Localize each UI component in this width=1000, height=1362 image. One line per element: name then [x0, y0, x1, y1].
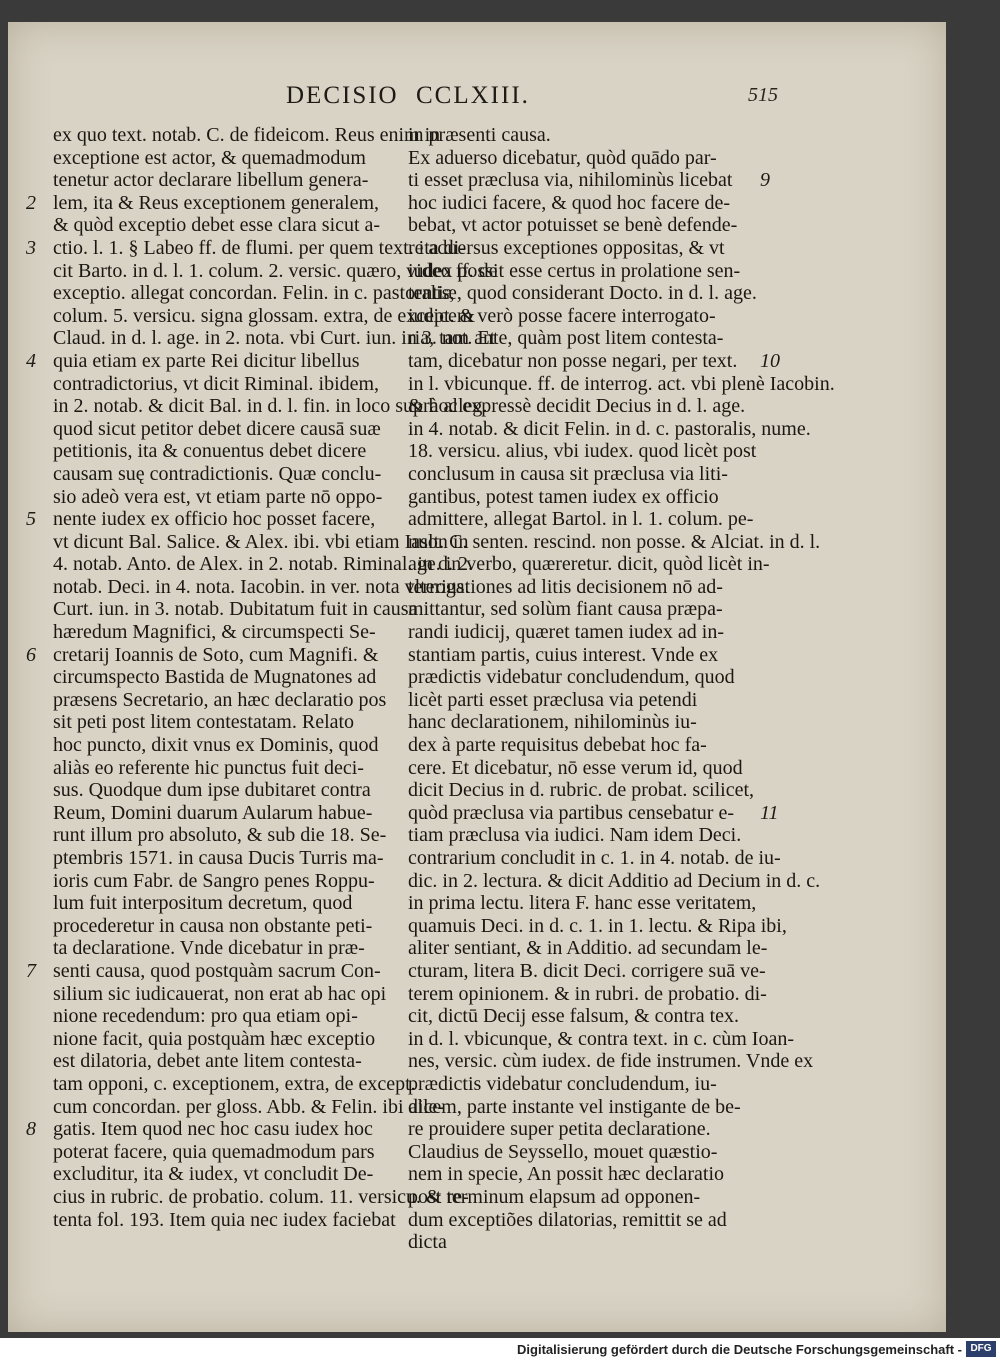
text-line: Claudius de Seyssello, mouet quæstio- [408, 1140, 718, 1163]
text-line: quamuis Deci. in d. c. 1. in 1. lectu. & Ripa ibi, [408, 914, 787, 937]
text-line: runt illum pro absoluto, & sub die 18. Se- [53, 824, 387, 847]
margin-number: 3 [26, 237, 36, 259]
text-line: gatis. Item quod nec hoc casu iudex hoc [53, 1118, 373, 1141]
text-line: nente iudex ex officio hoc posset facere, [53, 508, 376, 531]
text-line: colum. 5. versicu. signa glossam. extra, de except. & [53, 304, 476, 327]
text-line: dex à parte requisitus debebat hoc fa- [408, 734, 707, 757]
text-line: Reum, Domini duarum Aularum habue- [53, 801, 373, 824]
dfg-logo: DFG [966, 1341, 996, 1357]
text-line: contrarium concludit in c. 1. in 4. notab. de iu- [408, 847, 781, 869]
running-title-right: CCLXIII. [416, 82, 530, 109]
text-line: poterat facere, quia quemadmodum pars [53, 1140, 375, 1163]
text-line: quia etiam ex parte Rei dicitur libellus [53, 349, 360, 372]
text-line: ex quo text. notab. C. de fideicom. Reus enim in [53, 124, 441, 146]
text-line: petitionis, ita & conuentus debet dicere [53, 440, 367, 463]
text-line: in l. vbicunque. ff. de interrog. act. vbi plenè Iacobin. [408, 372, 835, 395]
margin-number: 4 [26, 350, 36, 372]
text-line: bebat, vt actor potuisset se benè defende- [408, 214, 738, 237]
text-line: cere. Et dicebatur, nō esse verum id, quod [408, 756, 743, 779]
text-line: in 4. notab. & dicit Felin. in d. c. pastoralis, nume. [408, 417, 811, 440]
text-line: hæredum Magnifici, & circumspecti Se- [53, 621, 376, 644]
text-line: tam, dicebatur non posse negari, per text. [408, 349, 738, 372]
text-line: & hoc expressè decidit Decius in d. l. age. [408, 395, 746, 418]
text-line: aliàs eo referente hic punctus fuit deci- [53, 756, 364, 779]
text-line: notab. Deci. in 4. nota. Iacobin. in ver. nota vlterius. [53, 575, 470, 598]
text-line: sus. Quodque dum ipse dubitaret contra [53, 779, 371, 802]
text-line: Curt. iun. in 3. notab. Dubitatum fuit in causa [53, 598, 418, 621]
text-line: silium sic iudicauerat, non erat ab hac opi [53, 982, 387, 1005]
text-line: cit, dictū Decij esse falsum, & contra tex. [408, 1005, 740, 1028]
text-line: hoc iudici facere, & quod hoc facere de- [408, 191, 731, 214]
margin-number: 6 [26, 643, 36, 666]
text-line: admittere, allegat Bartol. in l. 1. colum. pe- [408, 508, 754, 531]
text-line: terrogationes ad litis decisionem nō ad- [408, 575, 723, 598]
text-line: in præsenti causa. [408, 124, 551, 146]
text-line: vt dicunt Bal. Salice. & Alex. ibi. vbi etiam Iason in [53, 530, 469, 553]
text-line: gantibus, potest tamen iudex ex officio [408, 485, 719, 508]
text-line: in prima lectu. litera F. hanc esse veritatem, [408, 892, 757, 915]
text-line: præsens Secretario, an hæc declaratio pos [53, 688, 387, 711]
text-line: & quòd exceptio debet esse clara sicut a- [53, 214, 381, 237]
margin-number: 11 [760, 802, 779, 824]
text-line: stantiam partis, cuius interest. Vnde ex [408, 643, 719, 666]
margin-number: 5 [26, 508, 36, 531]
text-line: senti causa, quod postquàm sacrum Con- [53, 959, 381, 982]
text-line: quod sicut petitor debet dicere causā suæ [53, 417, 381, 440]
text-line: tenetur actor declarare libellum genera- [53, 169, 369, 192]
text-line: randi iudicij, quæret tamen iudex ad in- [408, 621, 725, 644]
text-line: mittantur, sed solùm fiant causa præpa- [408, 598, 723, 621]
text-line: nione recedendum: pro qua etiam opi- [53, 1005, 358, 1028]
text-line: conclusum in causa sit præclusa via liti- [408, 462, 728, 485]
text-line: sio adeò vera est, vt etiam parte nō oppo- [53, 485, 383, 508]
page-header [8, 82, 946, 118]
text-line: procederetur in causa non obstante peti- [53, 914, 373, 937]
text-line: ta declaratione. Vnde dicebatur in præ- [53, 937, 365, 960]
book-page [8, 22, 946, 1332]
text-line: contradictorius, vt dicit Riminal. ibidem, [53, 372, 380, 395]
text-line: in 2. notab. & dicit Bal. in d. l. fin. in loco suprà alleg. [53, 395, 488, 418]
text-line: tenta fol. 193. Item quia nec iudex faciebat [53, 1208, 396, 1231]
text-line: dum exceptiões dilatorias, remittit se ad [408, 1208, 727, 1231]
text-line: tam opponi, c. exceptionem, extra, de except. [53, 1072, 416, 1095]
text-line: re prouidere super petita declaratione. [408, 1118, 711, 1141]
text-line: iudex possit esse certus in prolatione sen- [408, 259, 741, 282]
text-line: cum concordan. per gloss. Abb. & Felin. ibi alle- [53, 1095, 445, 1118]
text-line: re aduersus exceptiones oppositas, & vt [408, 236, 725, 259]
text-line: terem opinionem. & in rubri. de probatio. di- [408, 982, 767, 1005]
text-line: lum fuit interpositum decretum, quod [53, 892, 353, 915]
text-line: Ex aduerso dicebatur, quòd quādo par- [408, 146, 717, 169]
text-line: nione facit, quia postquàm hæc exceptio [53, 1027, 376, 1050]
text-line: est dilatoria, debet ante litem contesta- [53, 1050, 362, 1073]
text-line: prædictis videbatur concludendum, iu- [408, 1072, 717, 1095]
text-line: hoc puncto, dixit vnus ex Dominis, quod [53, 734, 379, 757]
text-line: 4. notab. Anto. de Alex. in 2. notab. Riminal. in d. 2. [53, 553, 473, 576]
text-line: nem in specie, An possit hæc declaratio [408, 1163, 725, 1186]
digitization-footer [0, 1338, 1000, 1362]
text-line: ptembris 1571. in causa Ducis Turris ma- [53, 847, 384, 869]
margin-number: 8 [26, 1118, 36, 1141]
text-line: nes, versic. cùm iudex. de fide instrumen. Vnde ex [408, 1050, 814, 1073]
funding-credit: Digitalisierung gefördert durch die Deutsche Forschungsgemeinschaft - [517, 1342, 962, 1357]
text-line: dic. in 2. lectura. & dicit Additio ad Decium in d. c. [408, 869, 821, 892]
text-line: exceptione est actor, & quemadmodum [53, 146, 366, 169]
text-line: ria, tam ante, quàm post litem contesta- [408, 327, 724, 350]
margin-number: 7 [26, 960, 36, 983]
text-line: excluditur, ita & iudex, vt concludit De- [53, 1163, 374, 1186]
text-line: dicit Decius in d. rubric. de probat. scilicet, [408, 779, 755, 802]
text-line: licèt parti esset præclusa via petendi [408, 688, 698, 711]
text-line: lem, ita & Reus exceptionem generalem, [53, 191, 379, 214]
text-line: 18. versicu. alius, vbi iudex. quod licèt post [408, 440, 757, 463]
margin-number: 9 [760, 169, 770, 192]
text-line: cius in rubric. de probatio. colum. 11. versicu. & re- [53, 1185, 469, 1208]
margin-number: 2 [26, 191, 36, 214]
text-line: age. in verbo, quæreretur. dicit, quòd licèt in- [408, 553, 770, 576]
running-title-left: DECISIO [286, 82, 399, 109]
text-line: post terminum elapsum ad opponen- [408, 1185, 701, 1208]
text-line: exceptio. allegat concordan. Felin. in c. pastoralis, [53, 282, 455, 305]
text-line: ioris cum Fabr. de Sangro penes Roppu- [53, 869, 375, 892]
text-line: sit peti post litem contestatam. Relato [53, 711, 355, 734]
text-line: aliter sentiant, & in Additio. ad secundam le- [408, 937, 768, 960]
text-line: cretarij Ioannis de Soto, cum Magnifi. & [53, 643, 379, 666]
text-line: Claud. in d. l. age. in 2. nota. vbi Curt. iun. in 3. not. Et [53, 327, 496, 350]
text-line: hanc declarationem, nihilominùs iu- [408, 711, 697, 734]
text-line: tiam præclusa via iudici. Nam idem Deci. [408, 824, 742, 847]
text-line: tentiæ, quod considerant Docto. in d. l. age. [408, 282, 757, 305]
text-line: nult. C. senten. rescind. non posse. & Alciat. in d. l. [408, 530, 821, 553]
text-line: dicta [408, 1231, 447, 1254]
folio-number: 515 [748, 84, 778, 106]
text-line: prædictis videbatur concludendum, quod [408, 666, 735, 689]
text-line: quòd præclusa via partibus censebatur e- [408, 801, 735, 824]
text-line: in d. l. vbicunque, & contra text. in c. cùm Ioan- [408, 1027, 795, 1050]
text-line: circumspecto Bastida de Mugnatones ad [53, 666, 377, 689]
text-line: cit Barto. in d. l. 1. colum. 2. versic. quæro, video ff. de [53, 259, 498, 282]
text-line: causam suę contradictionis. Quæ conclu- [53, 462, 382, 485]
margin-number: 10 [760, 350, 780, 372]
text-line: iudicem verò posse facere interrogato- [408, 304, 716, 327]
left-text-column [53, 124, 498, 1231]
text-line: ti esset præclusa via, nihilominùs licebat [408, 169, 733, 192]
text-line: cturam, litera B. dicit Deci. corrigere suā ve- [408, 959, 766, 982]
text-line: dicem, parte instante vel instigante de be- [408, 1095, 741, 1118]
text-line: ctio. l. 1. § Labeo ff. de flumi. per quem text. ita di- [53, 236, 466, 259]
